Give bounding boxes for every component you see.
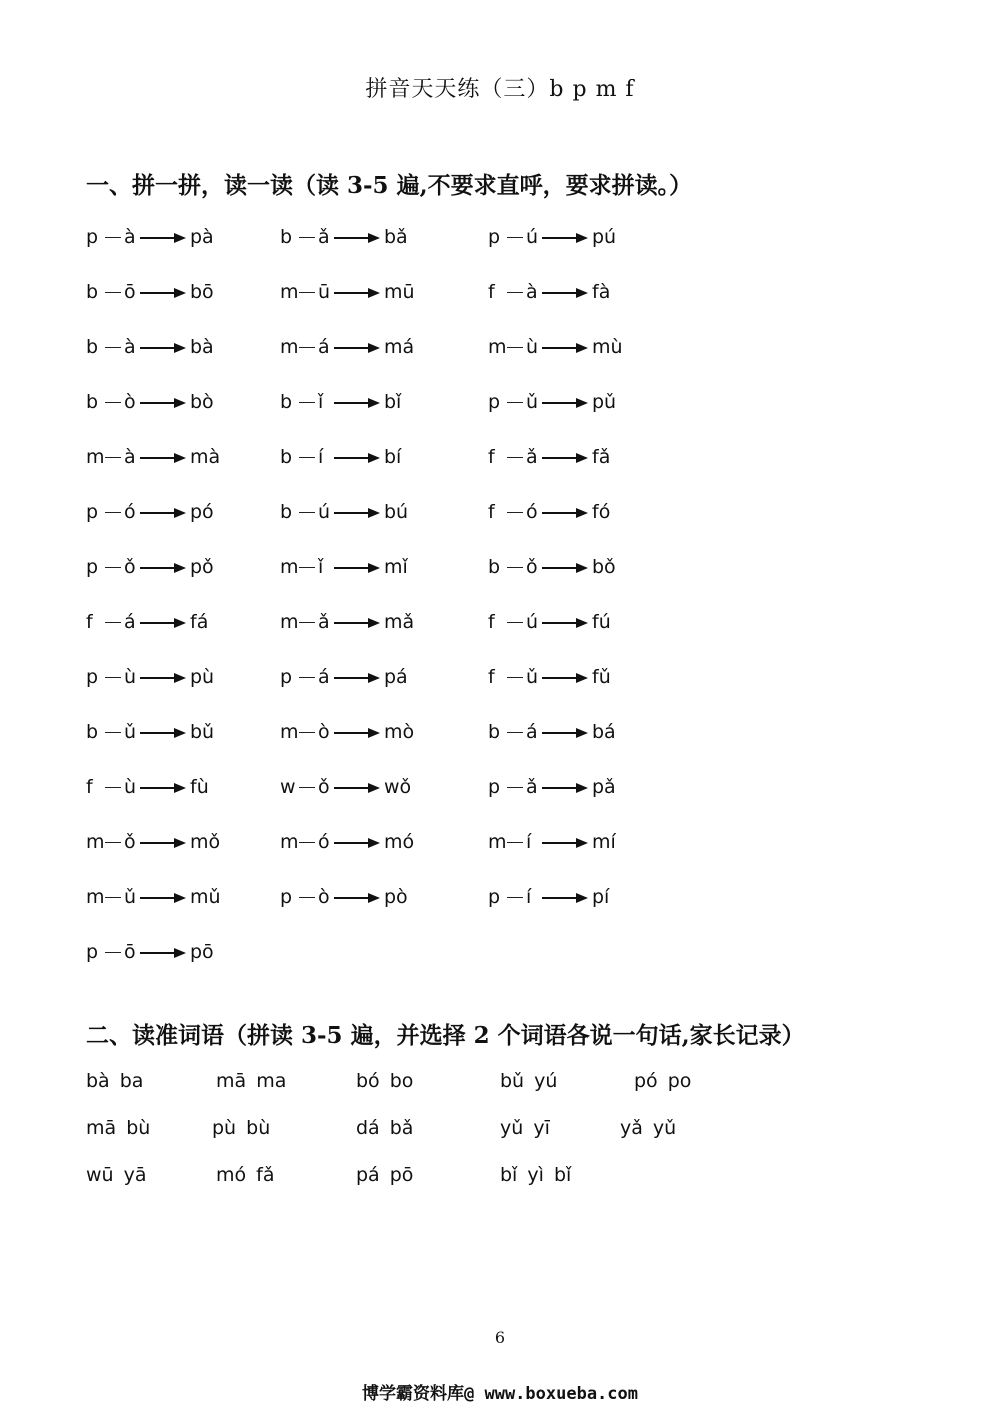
final-vowel: ó [526, 501, 538, 523]
pinyin-word: mā ma [216, 1070, 287, 1092]
arrow-icon [140, 671, 186, 685]
pinyin-spelling-item [280, 712, 414, 752]
arrow-icon [334, 396, 380, 410]
combined-syllable: mù [592, 336, 623, 358]
initial-consonant: p [488, 886, 501, 908]
joining-dash [299, 402, 315, 403]
arrow-icon [334, 616, 380, 630]
combined-syllable: mí [592, 831, 616, 853]
combined-syllable: pō [190, 941, 214, 963]
initial-consonant: m [280, 281, 299, 303]
final-vowel: á [124, 611, 136, 633]
joining-dash [105, 347, 121, 348]
arrow-icon [542, 561, 588, 575]
final-vowel: à [124, 336, 136, 358]
initial-consonant: p [86, 941, 99, 963]
pinyin-spelling-item [488, 822, 616, 862]
arrow-icon [334, 671, 380, 685]
arrow-icon [140, 396, 186, 410]
final-vowel: ò [124, 391, 136, 413]
arrow-icon [140, 341, 186, 355]
joining-dash [105, 732, 121, 733]
pinyin-row [0, 382, 1000, 422]
word-row [0, 1063, 1000, 1099]
initial-consonant: b [86, 391, 99, 413]
combined-syllable: pǒ [190, 556, 214, 578]
section-1-heading: 一、拼一拼，读一读（读 3-5 遍,不要求直呼，要求拼读。） [86, 172, 693, 199]
arrow-icon [542, 396, 588, 410]
pinyin-word: bǔ yú [500, 1070, 558, 1092]
joining-dash [299, 732, 315, 733]
joining-dash [507, 897, 523, 898]
arrow-icon [542, 341, 588, 355]
arrow-icon [334, 726, 380, 740]
pinyin-spelling-item [280, 217, 408, 257]
pinyin-word: dá bǎ [356, 1117, 414, 1139]
combined-syllable: pù [190, 666, 215, 688]
final-vowel: ǎ [526, 776, 538, 798]
final-vowel: í [318, 446, 324, 468]
combined-syllable: mà [190, 446, 221, 468]
pinyin-spelling-item [280, 437, 401, 477]
final-vowel: ǒ [124, 831, 136, 853]
pinyin-spelling-item [86, 382, 214, 422]
pinyin-word: pó po [634, 1070, 692, 1092]
section-2-heading: 二、读准词语（拼读 3-5 遍，并选择 2 个词语各说一句话,家长记录） [86, 1022, 805, 1049]
joining-dash [299, 787, 315, 788]
combined-syllable: pó [190, 501, 214, 523]
joining-dash [507, 237, 523, 238]
pinyin-spelling-item [86, 272, 214, 312]
arrow-icon [334, 286, 380, 300]
pinyin-spelling-item [488, 877, 609, 917]
pinyin-spelling-item [488, 272, 610, 312]
initial-consonant: p [280, 666, 293, 688]
initial-consonant: m [488, 336, 507, 358]
joining-dash [105, 237, 121, 238]
combined-syllable: bō [190, 281, 214, 303]
pinyin-row [0, 437, 1000, 477]
combined-syllable: pá [384, 666, 408, 688]
pinyin-spelling-item [488, 712, 616, 752]
arrow-icon [140, 231, 186, 245]
combined-syllable: pǔ [592, 391, 617, 413]
combined-syllable: pí [592, 886, 610, 908]
initial-consonant: b [280, 391, 293, 413]
pinyin-spelling-item [488, 217, 616, 257]
joining-dash [105, 512, 121, 513]
pinyin-spelling-item [488, 437, 610, 477]
arrow-icon [334, 451, 380, 465]
footer-watermark: 博学霸资料库@ www.boxueba.com [362, 1384, 638, 1404]
initial-consonant: m [488, 831, 507, 853]
arrow-icon [542, 781, 588, 795]
pinyin-spelling-item [86, 437, 220, 477]
combined-syllable: bò [190, 391, 214, 413]
pinyin-row [0, 822, 1000, 862]
joining-dash [105, 842, 121, 843]
arrow-icon [542, 616, 588, 630]
pinyin-row [0, 327, 1000, 367]
joining-dash [299, 622, 315, 623]
joining-dash [105, 567, 121, 568]
combined-syllable: má [384, 336, 415, 358]
final-vowel: ó [124, 501, 136, 523]
combined-syllable: mū [384, 281, 415, 303]
joining-dash [507, 347, 523, 348]
final-vowel: ō [124, 941, 136, 963]
pinyin-row [0, 932, 1000, 972]
final-vowel: á [318, 666, 330, 688]
initial-consonant: f [488, 666, 495, 688]
pinyin-row [0, 492, 1000, 532]
final-vowel: à [124, 226, 136, 248]
combined-syllable: fù [190, 776, 209, 798]
joining-dash [507, 567, 523, 568]
pinyin-row [0, 547, 1000, 587]
joining-dash [299, 512, 315, 513]
arrow-icon [334, 891, 380, 905]
joining-dash [507, 787, 523, 788]
initial-consonant: f [488, 501, 495, 523]
final-vowel: à [124, 446, 136, 468]
arrow-icon [334, 836, 380, 850]
pinyin-spelling-item [86, 932, 214, 972]
joining-dash [299, 347, 315, 348]
arrow-icon [542, 836, 588, 850]
initial-consonant: p [86, 226, 99, 248]
initial-consonant: m [280, 336, 299, 358]
initial-consonant: w [280, 776, 296, 798]
final-vowel: ǒ [318, 776, 330, 798]
initial-consonant: b [280, 501, 293, 523]
pinyin-spelling-item [280, 657, 408, 697]
pinyin-spelling-item [86, 767, 209, 807]
pinyin-spelling-item [488, 657, 611, 697]
pinyin-row [0, 602, 1000, 642]
pinyin-spelling-item [280, 272, 415, 312]
final-vowel: ǔ [526, 391, 539, 413]
arrow-icon [542, 451, 588, 465]
joining-dash [507, 732, 523, 733]
joining-dash [507, 842, 523, 843]
final-vowel: ǔ [124, 886, 137, 908]
arrow-icon [334, 506, 380, 520]
initial-consonant: b [280, 446, 293, 468]
combined-syllable: fǎ [592, 446, 611, 468]
final-vowel: ū [318, 281, 331, 303]
combined-syllable: pǎ [592, 776, 616, 798]
joining-dash [105, 952, 121, 953]
combined-syllable: mǒ [190, 831, 221, 853]
arrow-icon [140, 836, 186, 850]
pinyin-spelling-item [488, 492, 610, 532]
combined-syllable: bǔ [190, 721, 215, 743]
pinyin-word: yǎ yǔ [620, 1117, 677, 1139]
combined-syllable: pà [190, 226, 214, 248]
combined-syllable: fá [190, 611, 209, 633]
arrow-icon [334, 561, 380, 575]
initial-consonant: f [86, 611, 93, 633]
final-vowel: ú [526, 611, 539, 633]
joining-dash [299, 677, 315, 678]
joining-dash [507, 402, 523, 403]
final-vowel: ǐ [318, 556, 324, 578]
joining-dash [105, 897, 121, 898]
pinyin-word: pá pō [356, 1164, 414, 1186]
pinyin-spelling-item [280, 327, 414, 367]
initial-consonant: m [86, 886, 105, 908]
final-vowel: í [526, 886, 532, 908]
arrow-icon [140, 561, 186, 575]
initial-consonant: m [280, 831, 299, 853]
pinyin-spelling-item [280, 602, 414, 642]
pinyin-word: pù bù [212, 1117, 271, 1139]
combined-syllable: mò [384, 721, 415, 743]
initial-consonant: m [86, 446, 105, 468]
final-vowel: ú [318, 501, 331, 523]
initial-consonant: p [488, 226, 501, 248]
final-vowel: á [318, 336, 330, 358]
initial-consonant: p [280, 886, 293, 908]
initial-consonant: p [86, 556, 99, 578]
combined-syllable: bǎ [384, 226, 408, 248]
pinyin-spelling-item [86, 327, 214, 367]
initial-consonant: b [86, 281, 99, 303]
joining-dash [299, 237, 315, 238]
final-vowel: ǔ [526, 666, 539, 688]
final-vowel: ù [124, 666, 137, 688]
pinyin-spelling-item [488, 382, 616, 422]
initial-consonant: b [86, 336, 99, 358]
final-vowel: ù [526, 336, 539, 358]
pinyin-word: bǐ yì bǐ [500, 1164, 572, 1186]
joining-dash [507, 292, 523, 293]
final-vowel: ǎ [526, 446, 538, 468]
word-row [0, 1110, 1000, 1146]
joining-dash [105, 677, 121, 678]
joining-dash [507, 622, 523, 623]
initial-consonant: m [280, 611, 299, 633]
arrow-icon [542, 286, 588, 300]
initial-consonant: f [86, 776, 93, 798]
arrow-icon [542, 891, 588, 905]
page-title: 拼音天天练（三）b p m f [365, 77, 635, 102]
pinyin-word: bó bo [356, 1070, 414, 1092]
pinyin-spelling-item [86, 822, 220, 862]
pinyin-word: bà ba [86, 1070, 144, 1092]
joining-dash [299, 897, 315, 898]
combined-syllable: pú [592, 226, 617, 248]
final-vowel: ǒ [124, 556, 136, 578]
pinyin-word: wū yā [86, 1164, 147, 1186]
arrow-icon [140, 286, 186, 300]
combined-syllable: fú [592, 611, 611, 633]
initial-consonant: m [86, 831, 105, 853]
pinyin-spelling-item [488, 767, 616, 807]
arrow-icon [140, 451, 186, 465]
combined-syllable: bá [592, 721, 616, 743]
pinyin-spelling-item [86, 602, 208, 642]
joining-dash [507, 677, 523, 678]
final-vowel: ǒ [526, 556, 538, 578]
initial-consonant: m [280, 721, 299, 743]
initial-consonant: p [488, 776, 501, 798]
final-vowel: í [526, 831, 532, 853]
pinyin-spelling-item [280, 547, 408, 587]
arrow-icon [140, 726, 186, 740]
combined-syllable: mó [384, 831, 415, 853]
pinyin-row [0, 877, 1000, 917]
final-vowel: ò [318, 721, 330, 743]
final-vowel: ǎ [318, 611, 330, 633]
initial-consonant: b [488, 721, 501, 743]
arrow-icon [140, 781, 186, 795]
combined-syllable: wǒ [384, 776, 412, 798]
joining-dash [507, 512, 523, 513]
initial-consonant: p [488, 391, 501, 413]
pinyin-spelling-item [488, 547, 616, 587]
initial-consonant: b [86, 721, 99, 743]
combined-syllable: bǒ [592, 556, 616, 578]
arrow-icon [334, 781, 380, 795]
pinyin-row [0, 217, 1000, 257]
pinyin-spelling-item [86, 217, 214, 257]
arrow-icon [140, 616, 186, 630]
pinyin-spelling-item [488, 602, 611, 642]
pinyin-spelling-item [86, 492, 214, 532]
combined-syllable: fǔ [592, 666, 611, 688]
combined-syllable: bà [190, 336, 214, 358]
joining-dash [299, 567, 315, 568]
joining-dash [105, 402, 121, 403]
combined-syllable: fà [592, 281, 611, 303]
arrow-icon [542, 671, 588, 685]
joining-dash [105, 457, 121, 458]
arrow-icon [140, 946, 186, 960]
final-vowel: ò [318, 886, 330, 908]
initial-consonant: f [488, 446, 495, 468]
joining-dash [507, 457, 523, 458]
combined-syllable: bú [384, 501, 409, 523]
joining-dash [105, 787, 121, 788]
pinyin-spelling-item [86, 657, 214, 697]
arrow-icon [542, 506, 588, 520]
final-vowel: á [526, 721, 538, 743]
pinyin-row [0, 712, 1000, 752]
pinyin-spelling-item [280, 492, 408, 532]
pinyin-row [0, 657, 1000, 697]
initial-consonant: f [488, 281, 495, 303]
initial-consonant: m [280, 556, 299, 578]
arrow-icon [334, 341, 380, 355]
arrow-icon [542, 726, 588, 740]
final-vowel: ù [124, 776, 137, 798]
joining-dash [299, 292, 315, 293]
joining-dash [299, 842, 315, 843]
pinyin-spelling-item [488, 327, 623, 367]
initial-consonant: b [488, 556, 501, 578]
combined-syllable: mǐ [384, 556, 408, 578]
combined-syllable: mǎ [384, 611, 415, 633]
initial-consonant: b [280, 226, 293, 248]
combined-syllable: pò [384, 886, 408, 908]
joining-dash [105, 292, 121, 293]
combined-syllable: bǐ [384, 391, 402, 413]
final-vowel: ō [124, 281, 136, 303]
pinyin-spelling-item [280, 767, 411, 807]
initial-consonant: p [86, 666, 99, 688]
final-vowel: ǎ [318, 226, 330, 248]
pinyin-word: mó fǎ [216, 1164, 275, 1186]
arrow-icon [334, 231, 380, 245]
pinyin-word: mā bù [86, 1117, 151, 1139]
arrow-icon [140, 506, 186, 520]
final-vowel: à [526, 281, 538, 303]
pinyin-spelling-item [280, 822, 414, 862]
final-vowel: ú [526, 226, 539, 248]
arrow-icon [542, 231, 588, 245]
combined-syllable: fó [592, 501, 611, 523]
joining-dash [105, 622, 121, 623]
arrow-icon [140, 891, 186, 905]
final-vowel: ǐ [318, 391, 324, 413]
pinyin-spelling-item [86, 877, 221, 917]
pinyin-row [0, 272, 1000, 312]
pinyin-spelling-item [280, 382, 401, 422]
pinyin-row [0, 767, 1000, 807]
pinyin-spelling-item [86, 712, 214, 752]
page-number: 6 [494, 1328, 506, 1347]
combined-syllable: bí [384, 446, 402, 468]
pinyin-spelling-item [86, 547, 214, 587]
joining-dash [299, 457, 315, 458]
final-vowel: ó [318, 831, 330, 853]
word-row [0, 1157, 1000, 1193]
final-vowel: ǔ [124, 721, 137, 743]
pinyin-word: yǔ yī [500, 1117, 550, 1139]
initial-consonant: p [86, 501, 99, 523]
initial-consonant: f [488, 611, 495, 633]
pinyin-spelling-item [280, 877, 408, 917]
combined-syllable: mǔ [190, 886, 221, 908]
